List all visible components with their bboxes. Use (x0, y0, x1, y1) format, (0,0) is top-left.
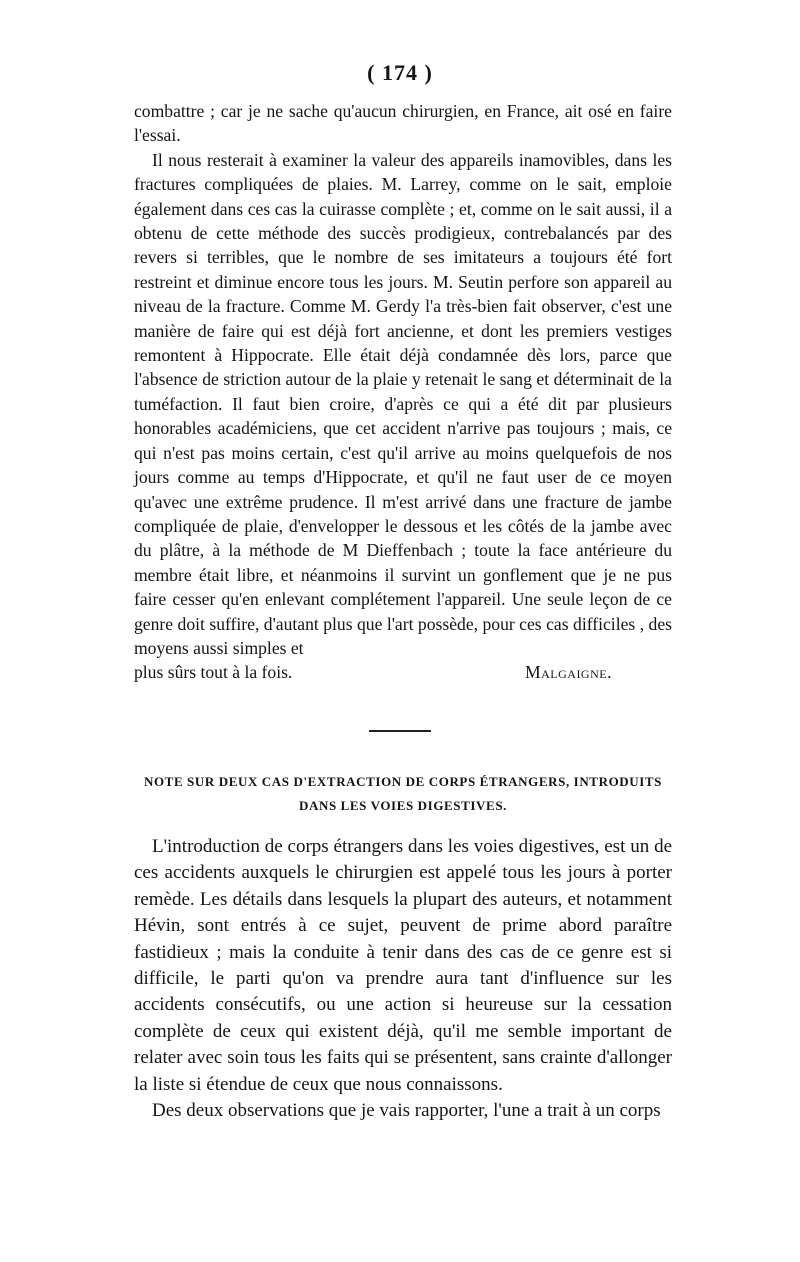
paragraph: L'introduction de corps étrangers dans les voies digestives, est un de ces accidents auxquels le chirurgien est appelé tous les jours à porter remède. Les détails dans lesquels la plupart des auteurs, et notamment Hévin, sont entrés à ce sujet, peuvent de prime abord paraître fastidieux ; mais la conduite à tenir dans des cas de ce genre est si difficile, le parti qu'on va prendre aura tant d'influence sur les accidents consécutifs, ou une action si heureuse sur la cessation complète de ceux qui existent déjà, qu'il me semble important de relater avec soin tous les faits qui se présentent, sans crainte d'allonger la liste si étendue de ceux que nous connaissons. (134, 836, 672, 1095)
closing-line (134, 660, 672, 684)
note-title-line: NOTE SUR DEUX CAS D'EXTRACTION DE CORPS ÉTRANGERS, INTRODUITS (143, 774, 663, 789)
article-body (134, 99, 672, 685)
paragraph: combattre ; car je ne sache qu'aucun chirurgien, en France, ait osé en faire l'essai. (134, 101, 672, 146)
note-title (134, 770, 672, 818)
paragraph: Il nous resterait à examiner la valeur des appareils inamovibles, dans les fractures compliquées de plaies. M. Larrey, comme on le sait, emploie également dans ces cas la cuirasse complète ; et, comme on le sait aussi, il a obtenu de cette méthode des succès prodigieux, contrebalancés par des revers si terribles, que le nombre de ses imitateurs a toujours été fort restreint et diminue encore tous les jours. M. Seutin perfore son appareil au niveau de la fracture. Comme M. Gerdy l'a très-bien fait observer, c'est une manière de faire qui est déjà fort ancienne, et dont les premiers vestiges remontent à Hippocrate. Elle était déjà condamnée dès lors, parce que l'absence de striction autour de la plaie y retenait le sang et déterminait de la tuméfaction. Il faut bien croire, d'après ce qui a été dit par plusieurs honorables académiciens, que cet accident n'arrive pas toujours ; mais, ce qui n'est pas moins certain, c'est qu'il arrive au moins quelquefois de nos jours comme au temps d'Hippocrate, et qu'il ne faut user de ce moyen qu'avec une extrême prudence. Il m'est arrivé dans une fracture de jambe compliquée de plaie, d'envelopper le dessous et les côtés de la jambe avec du plâtre, à la méthode de M Dieffenbach ; toute la face antérieure du membre était libre, et néanmoins il survint un gonflement que je ne pus faire cesser qu'en enlevant complétement l'appareil. Une seule leçon de ce genre doit suffire, d'autant plus que l'art possède, pour ces cas difficiles , des moyens aussi simples et (134, 149, 672, 658)
paragraph: Des deux observations que je vais rapporter, l'une a trait à un corps (152, 1100, 661, 1122)
page-number: ( 174 ) (367, 60, 433, 85)
note-body (134, 834, 672, 1124)
note-title-line: DANS LES VOIES DIGESTIVES. (298, 798, 507, 813)
closing-text: plus sûrs tout à la fois. (134, 662, 293, 683)
section-divider (369, 730, 431, 732)
author-signature: Malgaigne. (524, 662, 612, 683)
